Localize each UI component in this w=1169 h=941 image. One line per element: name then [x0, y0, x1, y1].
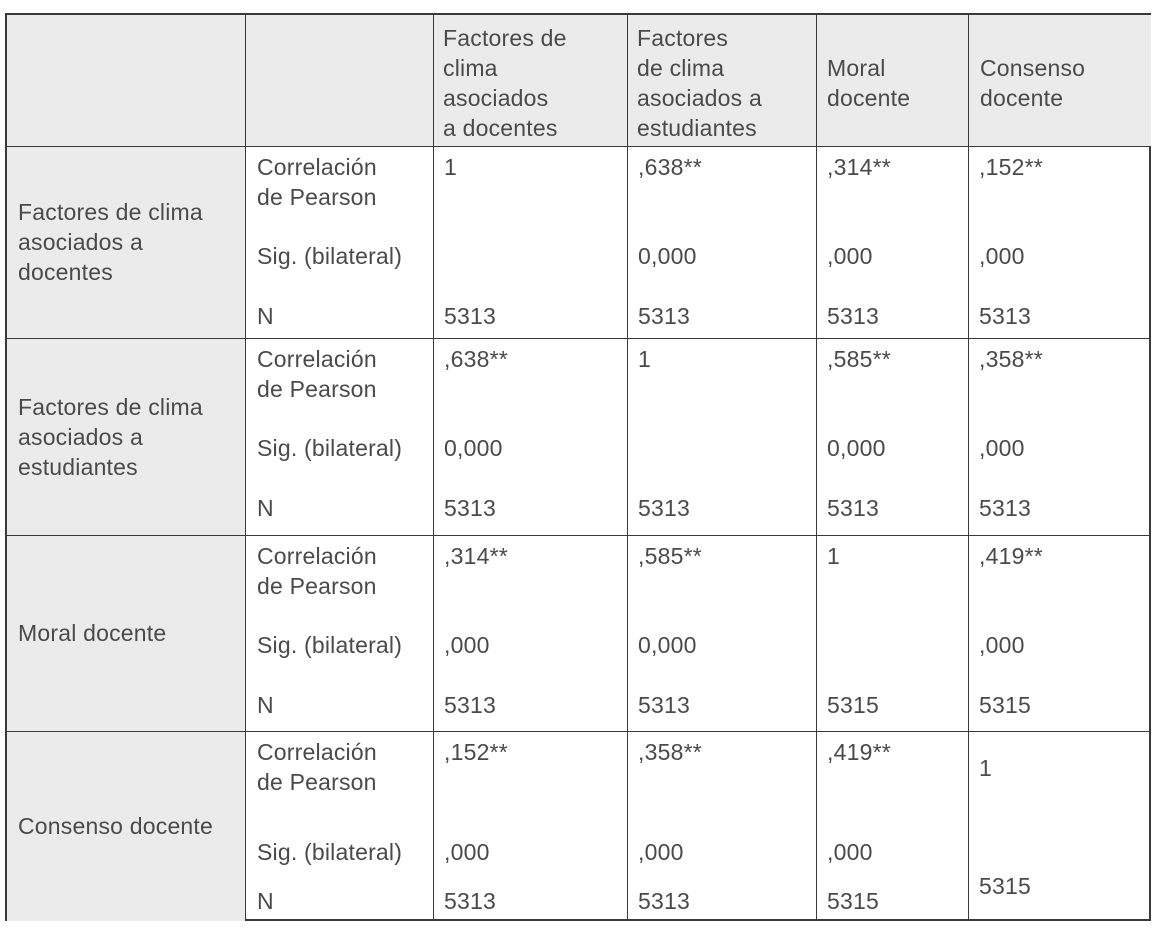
pearson-value: ,419** [827, 739, 891, 765]
n-value: 5315 [827, 888, 879, 914]
pearson-value: ,358** [979, 346, 1043, 372]
n-value: 5313 [444, 495, 496, 521]
pearson-value: 1 [444, 154, 457, 180]
header-col3-line: Moral [827, 55, 886, 81]
sig-label: Sig. (bilateral) [257, 435, 403, 461]
pearson-value: 1 [827, 543, 840, 569]
n-value: 5313 [638, 303, 690, 329]
n-value: 5313 [444, 888, 496, 914]
header-col2-line: estudiantes [637, 115, 757, 141]
pearson-label-line: de Pearson [257, 769, 377, 795]
sig-value: 0,000 [444, 435, 503, 461]
grid-vline [245, 15, 246, 919]
sig-value: ,000 [444, 632, 490, 658]
row-label-line: Factores de clima [18, 199, 203, 225]
grid-vline [433, 15, 434, 919]
sig-value: ,000 [827, 243, 873, 269]
n-label: N [257, 692, 274, 718]
pearson-value: 1 [638, 346, 651, 372]
pearson-label [257, 344, 433, 404]
header-col3 [816, 15, 968, 146]
header-col3-line: docente [827, 85, 911, 111]
row-label-line: Consenso docente [18, 813, 214, 839]
header-col1-line: Factores de [443, 25, 567, 51]
row-label [7, 146, 245, 338]
sig-value: ,000 [638, 839, 684, 865]
sig-value: 0,000 [827, 435, 886, 461]
sig-value: ,000 [979, 435, 1025, 461]
grid-hline [7, 338, 1149, 339]
header-corner-cell [7, 15, 433, 146]
n-value: 5313 [444, 692, 496, 718]
sig-value: ,000 [444, 839, 490, 865]
row-label [7, 535, 245, 731]
n-value: 5313 [638, 888, 690, 914]
header-col1-line: asociados [443, 85, 549, 111]
n-value: 5313 [638, 495, 690, 521]
pearson-label [257, 152, 433, 212]
n-value: 5313 [827, 495, 879, 521]
row-label [7, 338, 245, 535]
grid-hline [7, 146, 1149, 147]
header-col2-line: Factores [637, 25, 729, 51]
n-value: 5315 [979, 692, 1031, 718]
pearson-value: ,585** [827, 346, 891, 372]
pearson-value: ,585** [638, 543, 702, 569]
header-col1 [433, 15, 627, 146]
n-label: N [257, 303, 274, 329]
pearson-label-line: Correlación [257, 154, 377, 180]
sig-value: ,000 [979, 632, 1025, 658]
header-col4-line: docente [980, 85, 1064, 111]
n-value: 5315 [979, 873, 1031, 899]
pearson-label-line: de Pearson [257, 573, 377, 599]
pearson-value: ,314** [827, 154, 891, 180]
header-col1-line: clima [443, 55, 498, 81]
pearson-value: ,358** [638, 739, 702, 765]
n-value: 5313 [638, 692, 690, 718]
pearson-value: ,638** [444, 346, 508, 372]
header-col2-line: asociados a [637, 85, 762, 111]
sig-label: Sig. (bilateral) [257, 632, 403, 658]
row-label-line: estudiantes [18, 453, 138, 480]
grid-hline [7, 731, 1149, 732]
pearson-value: ,152** [979, 154, 1043, 180]
row-label-line: asociados a [18, 229, 143, 255]
pearson-label-line: Correlación [257, 543, 377, 569]
n-value: 5313 [444, 303, 496, 329]
correlation-table [5, 13, 1151, 921]
sig-label: Sig. (bilateral) [257, 243, 403, 269]
grid-vline [816, 15, 817, 919]
pearson-label-line: Correlación [257, 346, 377, 372]
header-col4 [968, 15, 1151, 146]
header-col1-line: a docentes [443, 115, 558, 141]
sig-value: 0,000 [638, 632, 697, 658]
row-label-line: Moral docente [18, 620, 167, 646]
n-value: 5313 [827, 303, 879, 329]
n-label: N [257, 888, 274, 914]
sig-value: ,000 [979, 243, 1025, 269]
pearson-value: ,314** [444, 543, 508, 569]
header-col2 [627, 15, 816, 146]
grid-vline [627, 15, 628, 919]
pearson-label [257, 737, 433, 797]
grid-hline [7, 535, 1149, 536]
pearson-label-line: de Pearson [257, 376, 377, 402]
row-label [7, 731, 245, 921]
pearson-value: 1 [979, 755, 992, 781]
pearson-value: ,638** [638, 154, 702, 180]
row-label-line: docentes [18, 259, 113, 285]
n-value: 5313 [979, 495, 1031, 521]
row-label-line: Factores de clima [18, 393, 203, 420]
pearson-label-line: Correlación [257, 739, 377, 765]
sig-value: ,000 [827, 839, 873, 865]
pearson-value: ,152** [444, 739, 508, 765]
row-label-line: asociados a [18, 423, 143, 450]
header-col2-line: de clima [637, 55, 725, 81]
pearson-value: ,419** [979, 543, 1043, 569]
n-value: 5313 [979, 303, 1031, 329]
sig-value: 0,000 [638, 243, 697, 269]
n-label: N [257, 495, 274, 521]
sig-label: Sig. (bilateral) [257, 839, 403, 865]
header-col4-line: Consenso [980, 55, 1086, 81]
grid-vline [968, 15, 969, 919]
pearson-label [257, 541, 433, 601]
pearson-label-line: de Pearson [257, 184, 377, 210]
n-value: 5315 [827, 692, 879, 718]
